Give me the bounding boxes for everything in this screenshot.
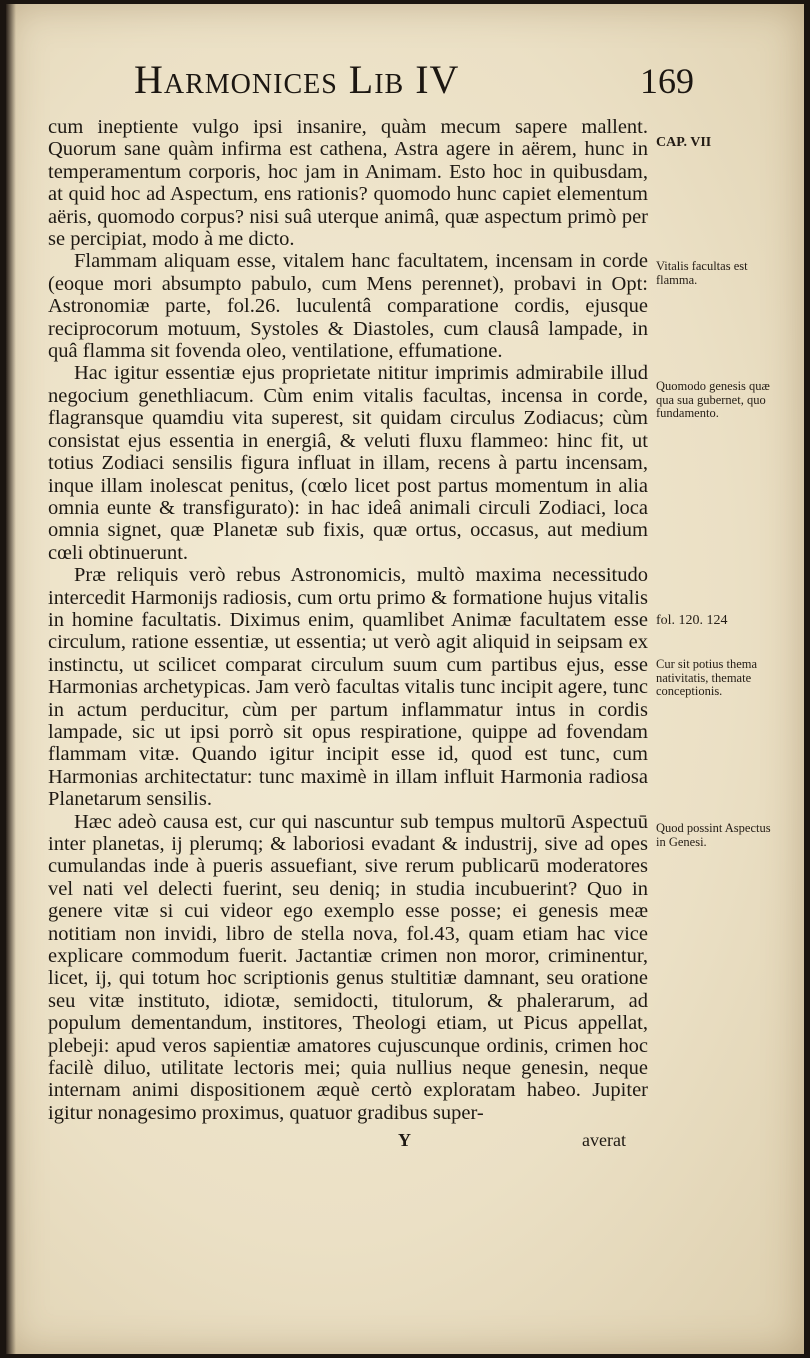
running-head xyxy=(134,56,694,104)
main-text xyxy=(48,116,648,1124)
margin-note-quomodo: Quomodo genesis quæ qua sua gubernet, quo fundamento. xyxy=(656,379,770,420)
paragraph-4: Præ reliquis verò rebus Astronomicis, multò maxima necessitudo intercedit Harmonijs radiosis, cum ortu primo & formatione hujus vitalis in homine facultatis. Diximus enim, quamlibet Animæ facultatem esse circulum, ratione essentiæ, ut essentia; ut verò agit aliquid in seipsam ex instinctu, ut scilicet comparat circulum suum cum partibus ejus, esse Harmonias archetypicas. Jam verò facultas vitalis tunc incipit agere, tunc in actum perducitur, cùm per partum inflammatur intus in cordis lampade, sic ut ipsi porrò sit opus respiratione, quippe ad fovendam flammam vitæ. Quando igitur incipit esse id, quod est tunc, cum Harmonias architectatur: tunc maximè in illam influit Harmonia radiosa Planetarum sensilis. xyxy=(48,564,648,811)
paragraph-3: Hac igitur essentiæ ejus proprietate nititur imprimis admirabile illud negocium genethliacum. Cùm enim vitalis facultas, incensa in corde, flagransque quamdiu vita superest, sit quidam circulus Zodiacus; cùm consistat ejus essentia in energiâ, & veluti fluxu flammeo: hinc fit, ut totius Zodiaci sensilis figura influat in illam, recens à partu incensam, inque illam inolescat penitus, (cœlo licet post partus momentum in alia omnia eunte & transfigurato): in hac ideâ animali circuli Zodiaci, loca omnia signet, quæ Planetæ sub fixis, quæ ortus, occasus, aut medium cœli obtinuerunt. xyxy=(48,362,648,564)
page-number: 169 xyxy=(640,61,694,101)
page-binding-shadow xyxy=(6,4,16,1354)
signature-mark: Y xyxy=(398,1130,411,1150)
book-page xyxy=(6,4,804,1354)
running-title: Harmonices Lib IV xyxy=(134,57,460,102)
catchword: averat xyxy=(582,1130,626,1150)
paragraph-2: Flammam aliquam esse, vitalem hanc facultatem, incensam in corde (eoque mori absumpto pabulo, cum Mens perennet), probavi in Opt: Astronomiæ parte, fol.26. luculentâ comparatione cordis, ejusque reciprocorum motuum, Systoles & Diastoles, cum clausâ lampade, in quâ flamma sit fovenda oleo, ventilatione, effumatione. xyxy=(48,250,648,363)
margin-note-cur-sit: Cur sit potius thema nativitatis, themate conceptionis. xyxy=(656,657,758,698)
paragraph-1: cum ineptiente vulgo ipsi insanire, quàm mecum sapere mallent. Quorum sane quàm infirma est cathena, Astra agere in aërem, hunc in temperamentum corporis, hoc jam in Animam. Esto hoc in quibusdam, at quid hoc ad Aspectum, ens rationis? quomodo hunc capiet elementum aëris, quomodo corpus? nisi suâ uterque animâ, quæ aspectum primò per se percipiat, modo à me dicto. xyxy=(48,116,648,251)
margin-note-folio-ref: fol. 120. 124 xyxy=(656,613,728,628)
margin-note-chapter: CAP. VII xyxy=(656,135,712,150)
margin-note-quod-possint: Quod possint Aspectus in Genesi. xyxy=(656,821,771,849)
paragraph-5: Hæc adeò causa est, cur qui nascuntur sub tempus multorū Aspectuū inter planetas, ij plerumq; & laboriosi evadant & industrij, sive ad opes cumulandas inde à pueris assuefiant, sive rerum publicarū moderatores vel nati vel delecti fuerint, seu deniq; in studia incubuerint? Quo in genere vitæ si cui videor ego exemplo esse posse; ei genesis meæ notitiam non invidi, libro de stella nova, fol.43, quam etiam hac vice explicare commodum fuerit. Jactantiæ crimen non moror, criminentur, licet, ij, qui totum hoc scriptionis genus stultitiæ damnant, seu oratione seu vitæ instituto, idiotæ, semidocti, titulorum, & phalerarum, ad populum dementandum, institores, Theologi etiam, ut Picus appellat, plebeji: apud veros sapientiæ amatores cujuscunque ordinis, crimen hoc facilè diluo, utilitate lectoris mei; quia nullius neque genesin, neque internam animi dispositionem æquè certò exploratam habeo. Jupiter igitur nonagesimo proximus, quatuor gradibus super- xyxy=(48,810,648,1124)
margin-note-vitalis: Vitalis facultas est flamma. xyxy=(656,259,748,287)
